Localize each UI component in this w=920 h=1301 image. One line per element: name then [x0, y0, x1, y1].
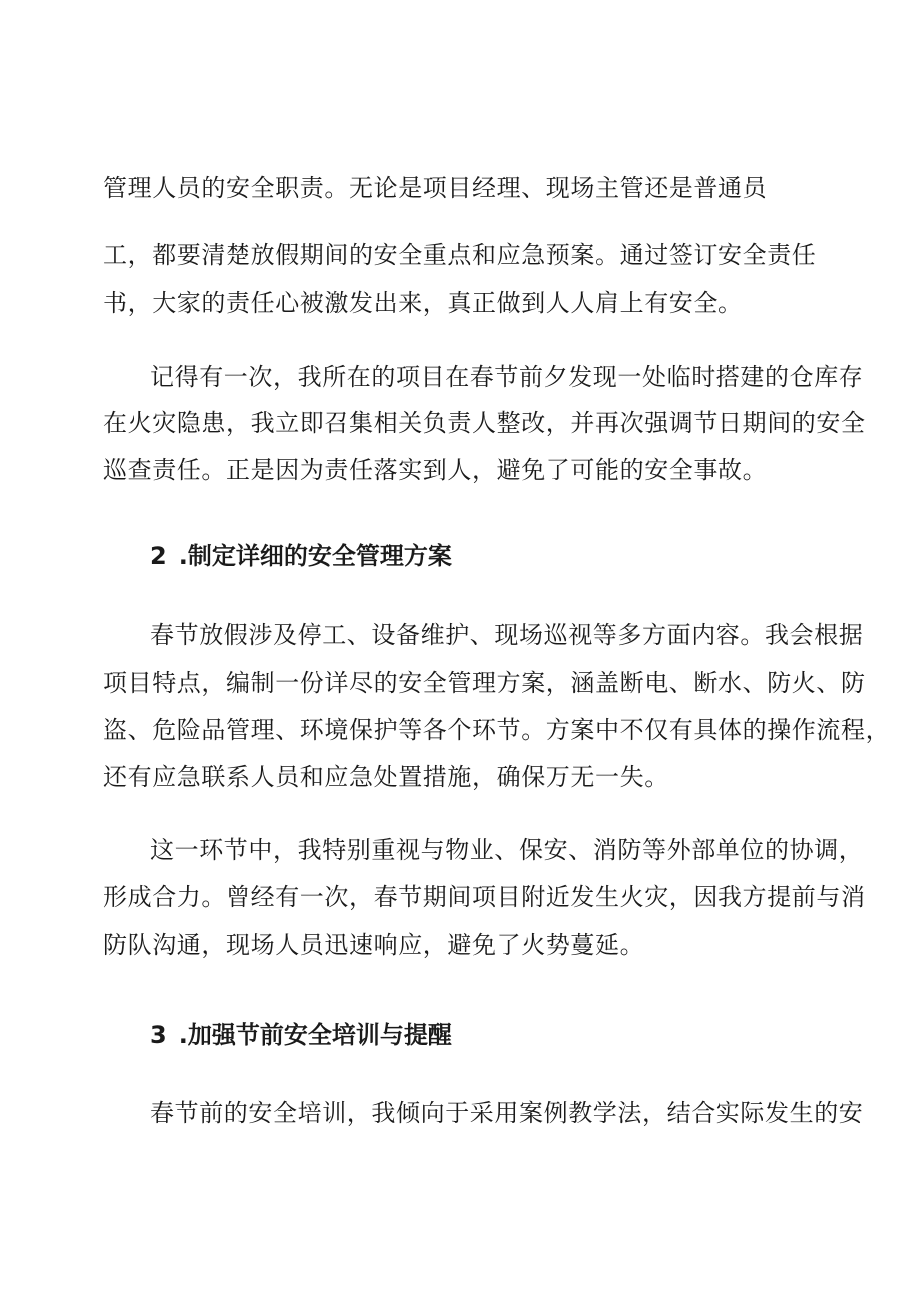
paragraph-line: 项目特点，编制一份详尽的安全管理方案，涵盖断电、断水、防火、防: [103, 669, 866, 697]
section-title: .加强节前安全培训与提醒: [178, 1021, 452, 1049]
section-heading: [150, 541, 452, 571]
paragraph-line: 工，都要清楚放假期间的安全重点和应急预案。通过签订安全责任: [103, 241, 817, 269]
paragraph-line: 形成合力。曾经有一次，春节期间项目附近发生火灾，因我方提前与消: [103, 883, 866, 911]
paragraph-line: 春节放假涉及停工、设备维护、现场巡视等多方面内容。我会根据: [150, 621, 864, 649]
paragraph-line: 春节前的安全培训，我倾向于采用案例教学法，结合实际发生的安: [150, 1099, 864, 1127]
paragraph-line: 这一环节中，我特别重视与物业、保安、消防等外部单位的协调，: [150, 836, 864, 864]
paragraph-line: 在火灾隐患，我立即召集相关负责人整改，并再次强调节日期间的安全: [103, 409, 866, 437]
section-number: 2: [150, 542, 167, 570]
section-heading: [150, 1020, 452, 1050]
section-number: 3: [150, 1021, 167, 1049]
paragraph-line: 记得有一次，我所在的项目在春节前夕发现一处临时搭建的仓库存: [150, 363, 864, 391]
paragraph-line: 还有应急联系人员和应急处置措施，确保万无一失。: [103, 763, 669, 791]
paragraph-line: 盗、危险品管理、环境保护等各个环节。方案中不仅有具体的操作流程，: [103, 716, 891, 744]
paragraph-line: 巡查责任。正是因为责任落实到人，避免了可能的安全事故。: [103, 456, 768, 484]
paragraph-line: 防队沟通，现场人员迅速响应，避免了火势蔓延。: [103, 931, 645, 959]
section-title: .制定详细的安全管理方案: [178, 542, 452, 570]
paragraph-line: 管理人员的安全职责。无论是项目经理、现场主管还是普通员: [103, 174, 768, 202]
paragraph-line: 书，大家的责任心被激发出来，真正做到人人肩上有安全。: [103, 289, 743, 317]
